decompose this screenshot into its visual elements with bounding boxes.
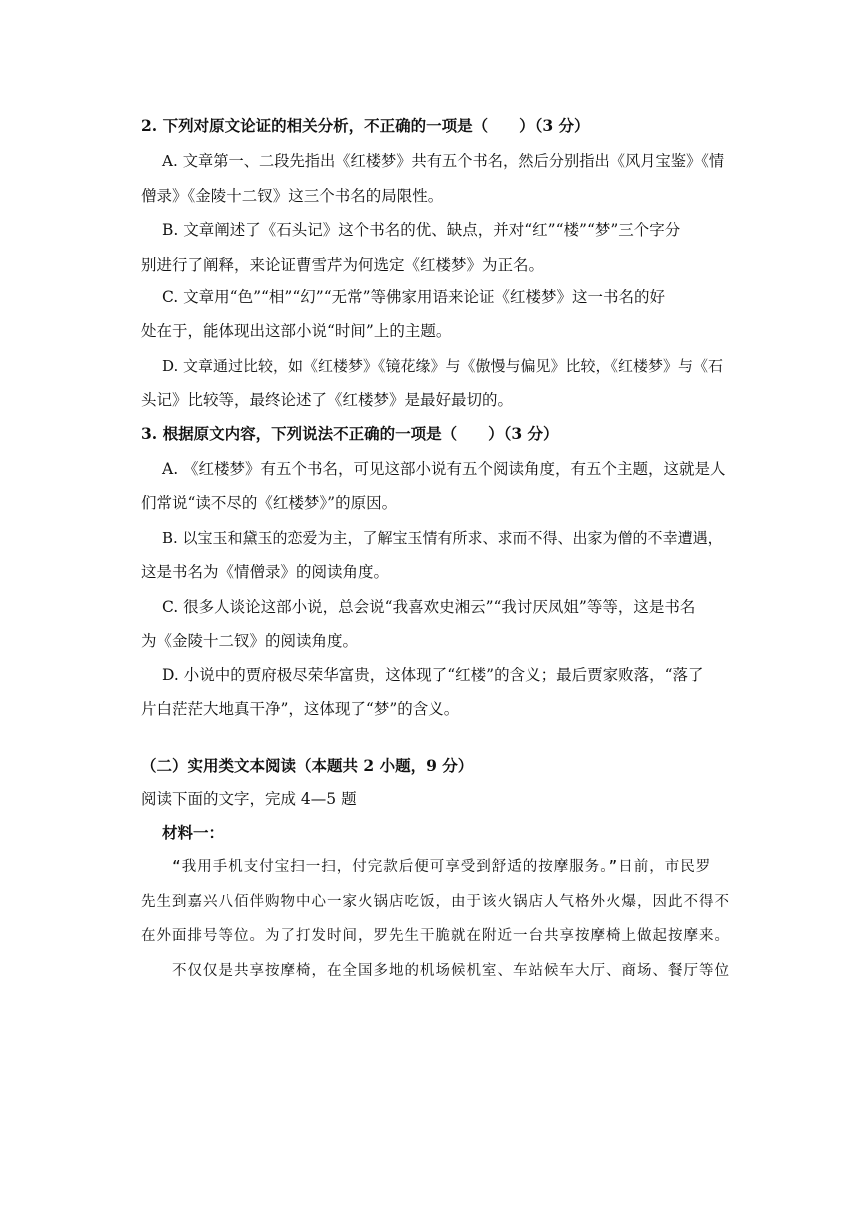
q3-option-a-line1: A. 《红楼梦》有五个书名，可见这部小说有五个阅读角度，有五个主题，这就是人 bbox=[162, 460, 726, 478]
q2-option-b-line1: B. 文章阐述了《石头记》这个书名的优、缺点，并对“红”“楼”“梦”三个字分 bbox=[162, 221, 681, 239]
q2-option-c-line1: C. 文章用“色”“相”“幻”“无常”等佛家用语来论证《红楼梦》这一书名的好 bbox=[162, 288, 666, 306]
q3-option-d-line1: D. 小说中的贾府极尽荣华富贵，这体现了“红楼”的含义；最后贾家败落，“落了 bbox=[162, 666, 704, 684]
q3-option-b-line1: B. 以宝玉和黛玉的恋爱为主，了解宝玉情有所求、求而不得、出家为僧的不幸遭遇， bbox=[162, 529, 723, 547]
q2-option-d-line1: D. 文章通过比较，如《红楼梦》《镜花缘》与《傲慢与偏见》比较，《红楼梦》与《石 bbox=[162, 357, 724, 375]
q3-option-d-line2: 片白茫茫大地真干净”，这体现了“梦”的含义。 bbox=[141, 700, 460, 718]
section-2-instruction: 阅读下面的文字，完成 4—5 题 bbox=[141, 790, 357, 808]
question-3-stem: 3. 根据原文内容，下列说法不正确的一项是（ ）（3 分） bbox=[141, 424, 559, 443]
q2-option-b-line2: 别进行了阐释，来论证曹雪芹为何选定《红楼梦》为正名。 bbox=[141, 256, 545, 274]
section-2-title: （二）实用类文本阅读（本题共 2 小题，9 分） bbox=[141, 756, 474, 775]
q3-option-c-line2: 为《金陵十二钗》的阅读角度。 bbox=[141, 632, 359, 650]
material-1-para1-line3: 在外面排号等位。为了打发时间，罗先生干脆就在附近一台共享按摩椅上做起按摩来。 bbox=[141, 928, 730, 944]
q2-option-c-line2: 处在于，能体现出这部小说“时间”上的主题。 bbox=[141, 322, 452, 340]
material-1-title: 材料一： bbox=[162, 823, 225, 842]
question-2-stem: 2. 下列对原文论证的相关分析，不正确的一项是（ ）（3 分） bbox=[141, 116, 590, 135]
q2-option-a-line2: 僧录》《金陵十二钗》这三个书名的局限性。 bbox=[141, 187, 444, 205]
q3-option-c-line1: C. 很多人谈论这部小说，总会说“我喜欢史湘云”“我讨厌凤姐”等等，这是书名 bbox=[162, 598, 696, 616]
q2-option-a-line1: A. 文章第一、二段先指出《红楼梦》共有五个书名，然后分别指出《风月宝鉴》《情 bbox=[162, 152, 725, 170]
q2-option-d-line2: 头记》比较等，最终论述了《红楼梦》是最好最切的。 bbox=[141, 391, 514, 409]
material-1-para1-line1: “我用手机支付宝扫一扫，付完款后便可享受到舒适的按摩服务。”日前，市民罗 bbox=[172, 859, 712, 875]
q3-option-b-line2: 这是书名为《情僧录》的阅读角度。 bbox=[141, 563, 390, 581]
q3-option-a-line2: 们常说“读不尽的《红楼梦》”的原因。 bbox=[141, 494, 398, 512]
material-1-para1-line2: 先生到嘉兴八佰伴购物中心一家火锅店吃饭，由于该火锅店人气格外火爆，因此不得不 bbox=[141, 894, 730, 910]
material-1-para2-line1: 不仅仅是共享按摩椅，在全国多地的机场候机室、车站候车大厅、商场、餐厅等位 bbox=[172, 963, 730, 979]
